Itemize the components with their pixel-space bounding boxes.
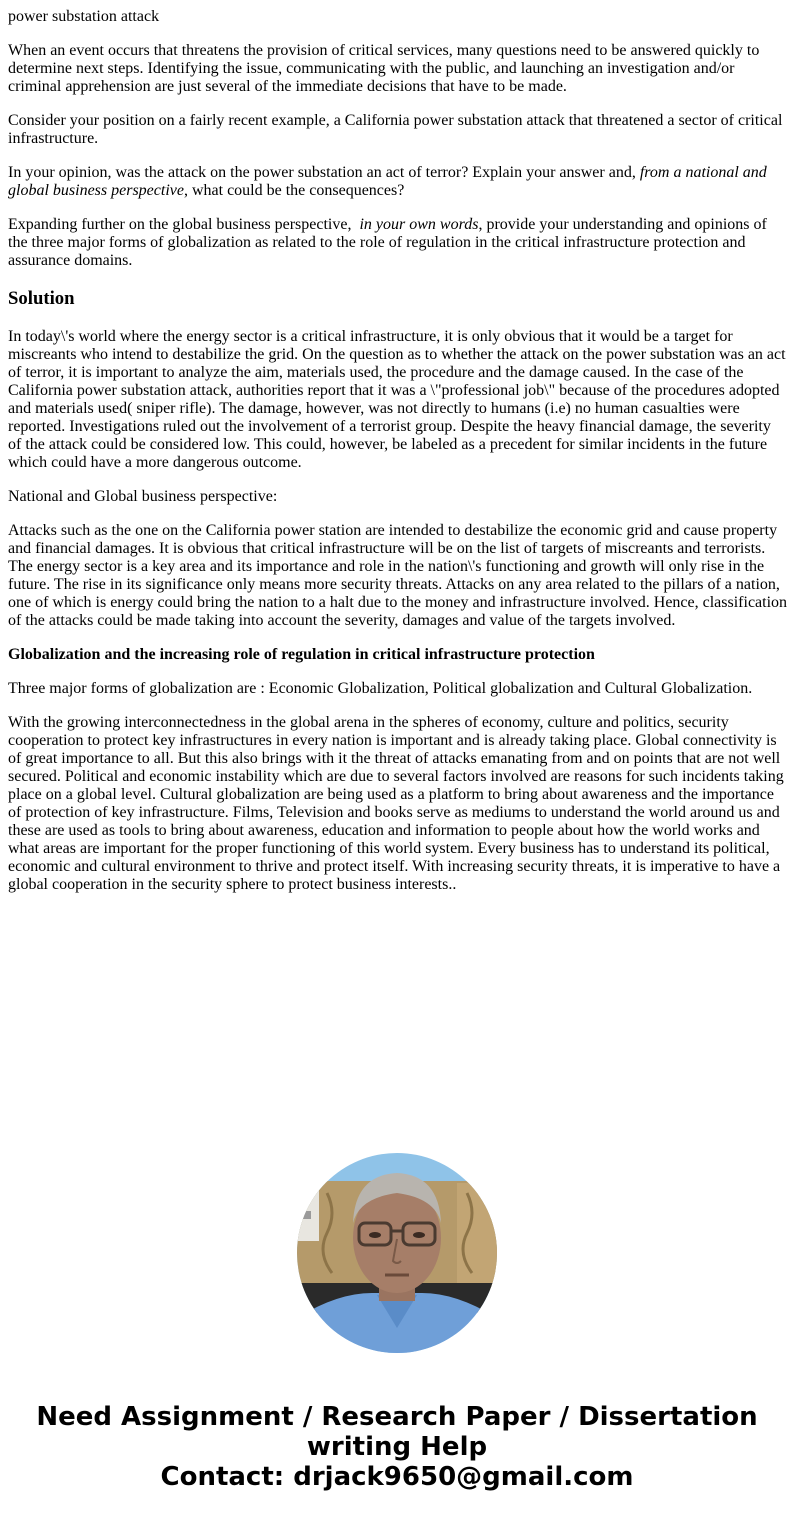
question-paragraph-4 [8, 216, 788, 270]
avatar [297, 1153, 497, 1353]
question-paragraph-2: Consider your position on a fairly recent example, a California power substation attack that threatened a sector of critical infrastructure. [8, 112, 783, 147]
question-p4-italic: in your own words [359, 216, 479, 233]
solution-subheading-globalization: Globalization and the increasing role of regulation in critical infrastructure protection [8, 646, 595, 663]
question-p3-text-after: , what could be the consequences? [183, 182, 405, 199]
question-paragraph-1: When an event occurs that threatens the provision of critical services, many questions need to be answered quickly to determine next steps. Identifying the issue, communicating with the public, and launching an investigation and/or criminal apprehension are just several of the immediate decisions that have to be made. [8, 42, 760, 95]
solution-paragraph-2: National and Global business perspective: [8, 488, 278, 505]
footer-line-2: writing Help [306, 1432, 488, 1462]
solution-paragraph-6: With the growing interconnectedness in the global arena in the spheres of economy, culture and politics, security cooperation to protect key infrastructures in every nation is important and is already taking place. Global connectivity is of great importance to all. But this also brings with it the threat of attacks emanating from and on points that are not well secured. Political and economic instability which are due to several factors involved are reasons for such incidents taking place on a global level. Cultural globalization are being used as a platform to bring about awareness and the importance of protection of key infrastructure. Films, Television and books serve as mediums to understand the world around us and these are used as tools to bring about awareness, education and information to people about how the world works and what areas are important for the proper functioning of this world system. Every business has to understand its political, economic and cultural environment to thrive and protect itself. With increasing security threats, it is imperative to have a global cooperation in the security sphere to protect business interests.. [8, 714, 784, 893]
question-paragraph-3 [8, 164, 788, 200]
solution-paragraph-1: In today\'s world where the energy sector is a critical infrastructure, it is only obvious that it would be a target for miscreants who intend to destabilize the grid. On the question as to whether the attack on the power substation was an act of terror, it is important to analyze the aim, materials used, the procedure and the damage caused. In the case of the California power substation attack, authorities report that it was a \"professional job\" because of the procedures adopted and materials used( sniper rifle). The damage, however, was not directly to humans (i.e) no human casualties were reported. Investigations ruled out the involvement of a terrorist group. Despite the heavy financial damage, the severity of the attack could be considered low. This could, however, be labeled as a precedent for similar incidents in the future which could have a more dangerous outcome. [8, 328, 786, 471]
question-title: power substation attack [8, 8, 160, 25]
footer-line-1: Need Assignment / Research Paper / Dissertation [36, 1402, 758, 1432]
question-p3-italic: from a national and global business perspective [8, 164, 767, 199]
question-p4-text-after: , provide your understanding and opinions of the three major forms of globalization as related to the role of regulation in the critical infrastructure protection and assurance domains. [8, 216, 767, 269]
solution-heading: Solution [8, 288, 75, 309]
contact-footer [0, 1402, 794, 1492]
avatar-portrait-icon [297, 1153, 497, 1353]
question-p3-text-before: In your opinion, was the attack on the power substation an act of terror? Explain your answer and, [8, 164, 640, 181]
question-p4-text-before: Expanding further on the global business perspective, [8, 216, 360, 233]
solution-paragraph-5: Three major forms of globalization are : Economic Globalization, Political globalization and Cultural Globalization. [8, 680, 753, 697]
document-body [8, 0, 788, 910]
solution-paragraph-3: Attacks such as the one on the California power station are intended to destabilize the economic grid and cause property and financial damages. It is obvious that critical infrastructure will be on the list of targets of miscreants and terrorists. The energy sector is a key area and its importance and role in the nation\'s functioning and growth will only rise in the future. The rise in its significance only means more security threats. Attacks on any area related to the pillars of a nation, one of which is energy could bring the nation to a halt due to the money and infrastructure involved. Hence, classification of the attacks could be made taking into account the severity, damages and value of the targets involved. [8, 522, 788, 629]
footer-contact-email: Contact: drjack9650@gmail.com [160, 1462, 634, 1492]
